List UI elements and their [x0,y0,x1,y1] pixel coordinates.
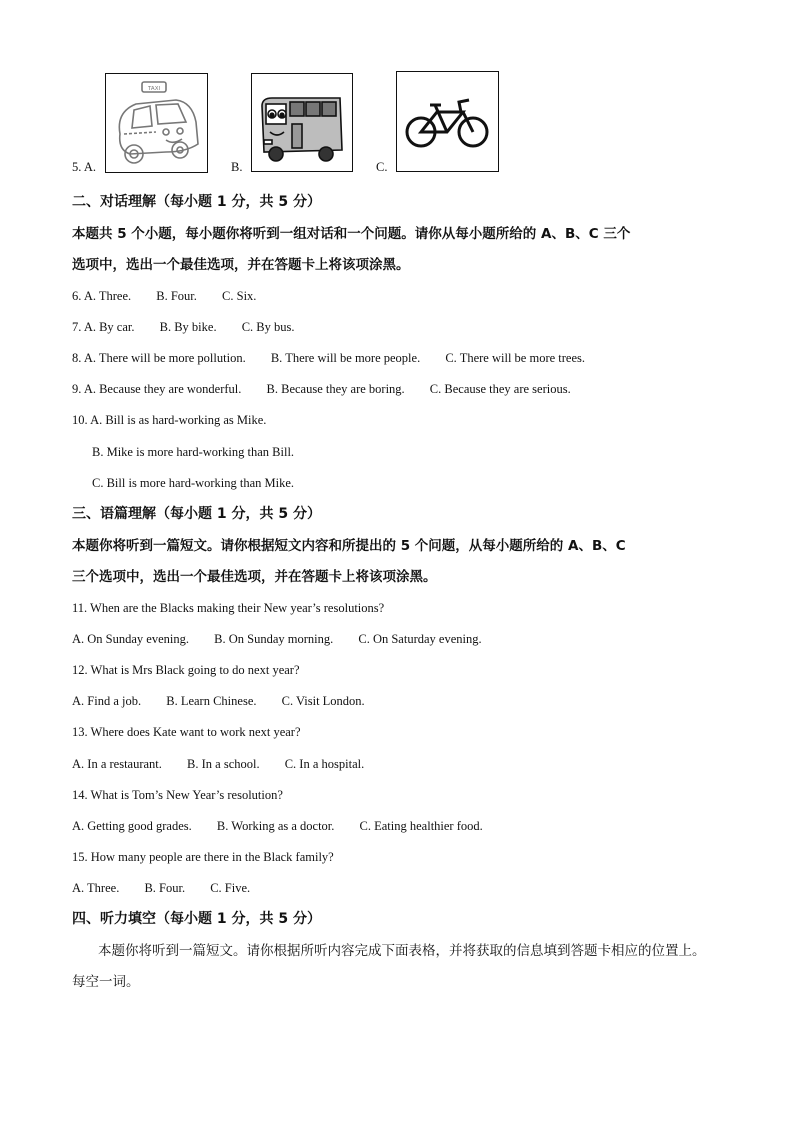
option-c: C. On Saturday evening. [358,632,482,646]
q5-label-c: C. [376,160,388,174]
option-a: A. Because they are wonderful. [83,382,242,396]
option-c: C. By bus. [241,320,295,334]
section3-instruction-line2: 三个选项中，选出一个最佳选项，并在答题卡上将该项涂黑。 [72,569,437,585]
question-11-options [72,631,482,647]
option-a: A. Bill is as hard-working as Mike. [90,413,267,427]
option-b: B. Working as a doctor. [216,819,335,833]
option-c: C. In a hospital. [284,757,365,771]
question-15-options [72,880,250,896]
bicycle-picture [396,71,499,172]
question-9 [72,381,571,397]
option-b: B. Four. [144,881,186,895]
question-number: 6. [72,289,82,303]
question-number: 10. [72,413,88,427]
bus-picture [251,73,353,172]
option-a: A. Three. [83,289,132,303]
option-a: A. Three. [72,881,120,895]
q5-number: 5. [72,160,82,174]
option-b: B. In a school. [187,757,260,771]
taxi-picture [105,73,208,173]
option-a: A. By car. [83,320,135,334]
question-12: 12. What is Mrs Black going to do next year? [72,663,300,677]
section2-heading: 二、对话理解（每小题 1 分，共 5 分） [72,194,321,210]
question-14: 14. What is Tom’s New Year’s resolution? [72,788,283,802]
question-number: 8. [72,351,82,365]
taxi-sign-text: TAXI [148,86,161,92]
bicycle-icon [397,72,498,171]
option-c: C. Eating healthier food. [359,819,483,833]
question-13-options [72,756,364,772]
section4-heading: 四、听力填空（每小题 1 分，共 5 分） [72,911,321,927]
question-10-option-c: C. Bill is more hard-working than Mike. [92,476,295,490]
option-a: A. There will be more pollution. [83,351,246,365]
option-b: B. On Sunday morning. [214,632,334,646]
q5-label-a: A. [83,160,96,174]
section3-heading: 三、语篇理解（每小题 1 分，共 5 分） [72,506,321,522]
option-c: C. Five. [210,881,251,895]
section2-instruction-line2: 选项中，选出一个最佳选项，并在答题卡上将该项涂黑。 [72,257,410,273]
question-11: 11. When are the Blacks making their New year’s resolutions? [72,601,385,615]
q5-label-b: B. [231,160,243,174]
question-14-options [72,818,483,834]
question-12-options [72,693,365,709]
option-c: C. There will be more trees. [445,351,585,365]
option-a: A. On Sunday evening. [72,632,189,646]
option-a: A. In a restaurant. [72,757,162,771]
section3-instruction-line1: 本题你将听到一篇短文。请你根据短文内容和所提出的 5 个问题，从每小题所给的 A、B、C [72,538,626,554]
option-b: B. Four. [156,289,197,303]
taxi-icon [106,74,207,172]
question-15: 15. How many people are there in the Black family? [72,850,334,864]
option-b: B. There will be more people. [270,351,421,365]
option-c: C. Six. [222,289,257,303]
option-b: B. By bike. [159,320,217,334]
q5-number-a [72,160,96,175]
option-a: A. Find a job. [72,694,142,708]
section4-instruction-line2: 每空一词。 [72,974,140,990]
question-number: 9. [72,382,82,396]
question-number: 7. [72,320,82,334]
option-b: B. Because they are boring. [266,382,405,396]
question-10-option-b: B. Mike is more hard-working than Bill. [92,445,295,459]
question-10 [72,412,266,428]
question-13: 13. Where does Kate want to work next year? [72,725,301,739]
option-a: A. Getting good grades. [72,819,192,833]
question-8 [72,350,585,366]
option-c: C. Visit London. [281,694,365,708]
option-c: C. Because they are serious. [429,382,571,396]
section4-instruction-line1: 本题你将听到一篇短文。请你根据所听内容完成下面表格，并将获取的信息填到答题卡相应的位置上。 [98,943,706,959]
question-6 [72,288,256,304]
bus-icon [252,74,352,171]
section2-instruction-line1: 本题共 5 个小题，每小题你将听到一组对话和一个问题。请你从每小题所给的 A、B、C 三个 [72,226,631,242]
option-b: B. Learn Chinese. [166,694,257,708]
question-7 [72,319,295,335]
